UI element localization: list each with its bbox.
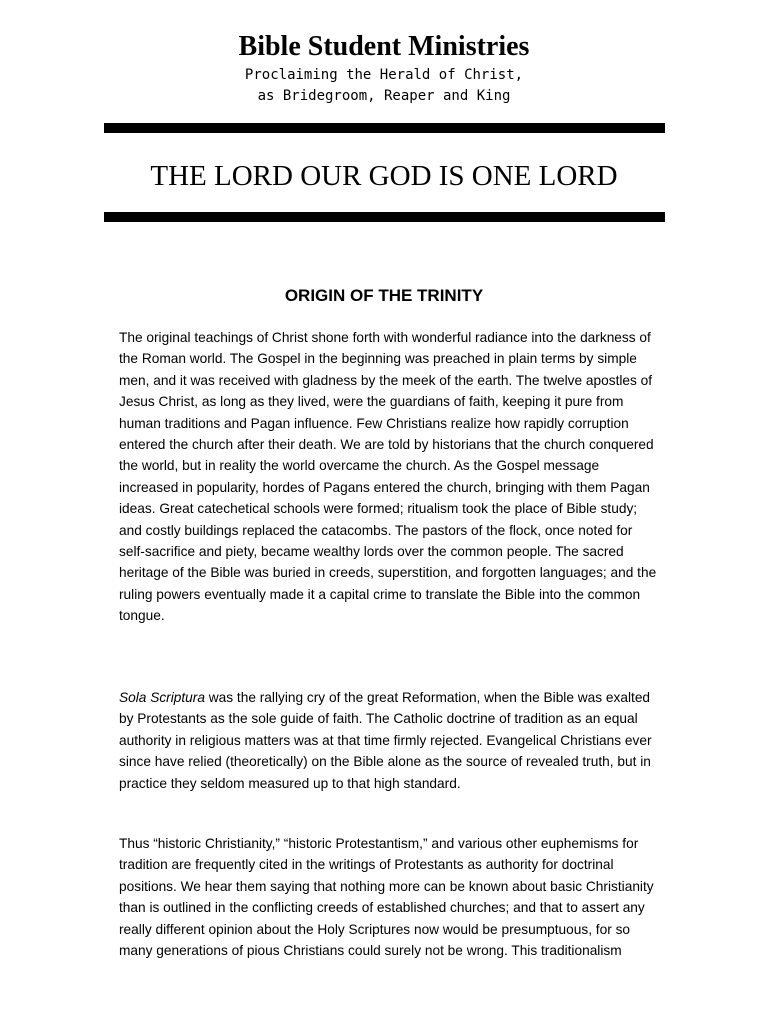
section-title: ORIGIN OF THE TRINITY: [284, 286, 484, 305]
paragraph-2-lead: Sola Scriptura: [119, 690, 205, 705]
org-name: Bible Student Ministries: [238, 31, 530, 62]
paragraph-2-rest: was the rallying cry of the great Reformation, when the Bible was exalted by Protestants as the sole guide of faith. The Catholic doctrine of tradition as an equal authority in religious matters was at that time firmly rejected. Evangelical Christians ever since have relied (theoretically) on the Bible alone as the source of revealed truth, but in practice they seldom measured up to that high standard.: [119, 690, 652, 791]
headline: THE LORD OUR GOD IS ONE LORD: [150, 160, 618, 192]
top-divider: [104, 123, 665, 133]
paragraph-3: Thus “historic Christianity,” “historic Protestantism,” and various other euphemisms for tradition are frequently cited in the writings of Protestants as authority for doctrinal positions. We hear them saying that nothing more can be known about basic Christianity than is outlined in the conflicting creeds of established churches; and that to assert any really different opinion about the Holy Scriptures now would be presumptuous, for so many generations of pious Christians could surely not be wrong. This traditionalism: [119, 836, 654, 959]
bottom-divider: [104, 212, 665, 222]
tagline-line-1: Proclaiming the Herald of Christ,: [244, 67, 524, 83]
paragraph-2: [119, 687, 659, 794]
paragraph-1: The original teachings of Christ shone forth with wonderful radiance into the darkness of the Roman world. The Gospel in the beginning was preached in plain terms by simple men, and it was received with gladness by the meek of the earth. The twelve apostles of Jesus Christ, as long as they lived, were the guardians of faith, keeping it pure from human traditions and Pagan influence. Few Christians realize how rapidly corruption entered the church after their death. We are told by historians that the church conquered the world, but in reality the world overcame the church. As the Gospel message increased in popularity, hordes of Pagans entered the church, bringing with them Pagan ideas. Great catechetical schools were formed; ritualism took the place of Bible study; and costly buildings replaced the catacombs. The pastors of the flock, once noted for self-sacrifice and piety, became wealthy lords over the common people. The sacred heritage of the Bible was buried in creeds, superstition, and forgotten languages; and the ruling powers eventually made it a capital crime to translate the Bible into the common tongue.: [119, 330, 657, 624]
tagline-line-2: as Bridegroom, Reaper and King: [257, 88, 511, 104]
